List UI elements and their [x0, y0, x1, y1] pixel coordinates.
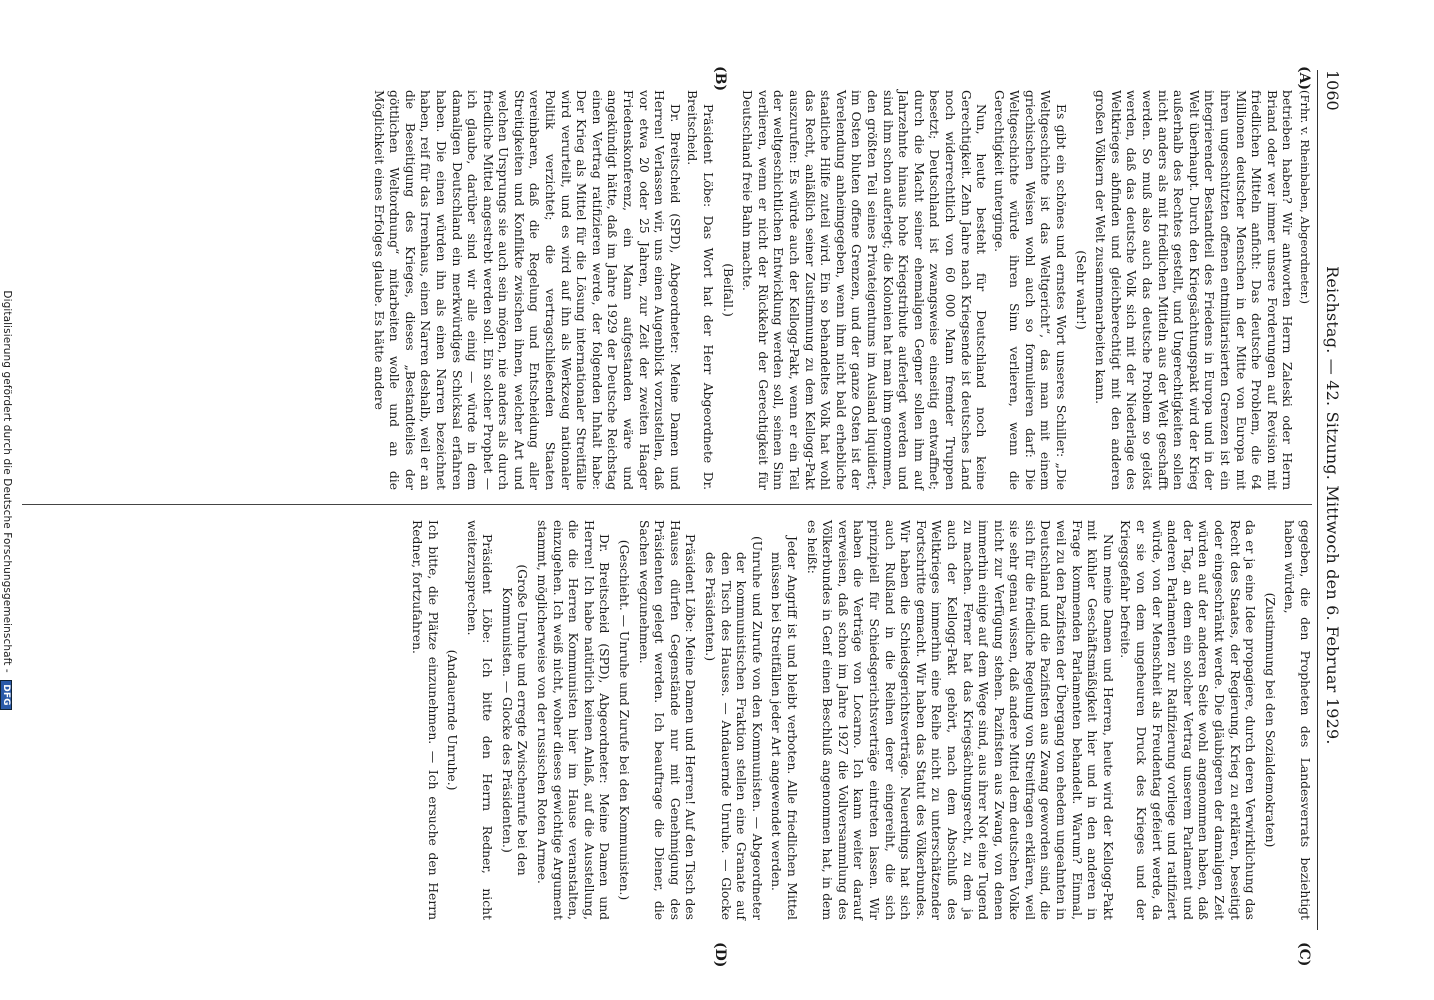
interjection: (Andauernde Unruhe.)	[445, 649, 460, 791]
interjection: (Zustimmung bei den Sozialdemokraten)	[1262, 592, 1277, 848]
interjection: (Große Unruhe und erregte Zwischenrufe bei den Kommunisten. — Glocke des Präsidenten.)	[499, 564, 530, 876]
paragraph: Dr. Breitscheid (SPD), Abgeordneter: Meine Damen und Herren! Ich habe natürlich keinen Anlaß, auf die Ausstellung, die die Herren Kommunisten hier im Hause veranstalten, einzugehen. Ich weiß nicht, woher dieses gewichtige Argument stammt, möglicherweise von der russischen Roten Armee.	[535, 520, 612, 920]
interjection: (Beifall.)	[720, 263, 735, 317]
paragraph: Ich bitte, die Plätze einzunehmen. — Ich ersuche den Herrn Redner, fortzufahren.	[409, 520, 440, 920]
right-column	[406, 520, 1312, 920]
president-remark: Präsident Löbe: Meine Damen und Herren! Auf den Tisch des Hauses dürfen Gegenstände nur mit Genehmigung des Präsidenten gelegt werden. Ich beauftrage die Diener, die Sachen wegzunehmen.	[636, 520, 698, 920]
speaker-continuation: (Frhr. v. Rheinbaben, Abgeordneter.)	[1298, 90, 1312, 305]
credit-text: Digitalisierung gefördert durch die Deutsche Forschungsgemeinschaft -	[1, 290, 13, 673]
page-title: Reichstag. — 42. Sitzung. Mittwoch den 6. Februar 1929.	[1323, 266, 1342, 745]
margin-marker-d: (D)	[712, 942, 728, 968]
margin-marker-a: (A)	[1296, 66, 1312, 91]
running-head	[1323, 70, 1342, 930]
column-divider	[22, 504, 1312, 505]
paragraph: da er ja eine Idee propagiere, durch deren Verwirklichung das Recht des Staates, der Regierung, Krieg zu erklären, beseitigt oder eingeschränkt werde. Die gläubigeren der damaligen Zeit würden auf der anderen Seite wohl angenommen haben, daß der Tag, an dem ein solcher Vertrag unserem Parlament und anderen Parlamenten zur Ratifizierung vorliege und ratifiziert würde, von der Menschheit als Freudentag gefeiert werde, da er sie von dem ungeheuren Druck des Krieges und der Kriegsgefahr befreite.	[1118, 520, 1258, 920]
digitization-credit	[0, 0, 13, 1000]
president-remark: Präsident Löbe: Das Wort hat der Herr Abgeordnete Dr. Breitscheid.	[685, 90, 716, 490]
page-number: 1060	[1323, 70, 1342, 111]
dfg-logo: DFG	[0, 680, 12, 709]
margin-marker-c: (C)	[1296, 942, 1312, 967]
paragraph: Dr. Breitscheid (SPD), Abgeordneter: Meine Damen und Herren! Verlassen wir, uns einen Augenblick vorzustellen, daß vor etwa 20 oder 25 Jahren, zur Zeit der zweiten Haager Friedenskonferenz, ein Mann aufgestanden wäre und angekündigt hätte, daß im Jahre 1929 der Deutsche Reichstag einen Vertrag ratifizieren werde, der folgenden Inhalt habe: Der Krieg als Mittel für die Lösung internationaler Streitfälle wird verurteilt, und es wird auf ihn als Werkzeug nationaler Politik verzichtet; die vertragschließenden Staaten vereinbaren, daß die Regelung und Entscheidung aller Streitigkeiten und Konflikte zwischen ihnen, welcher Art und welchen Ursprungs sie auch sein mögen, nie anders als durch friedliche Mittel angestrebt werden soll. Ein solcher Prophet — ich glaube, darüber sind wir alle einig — würde in dem damaligen Deutschland ein merkwürdiges Schicksal erfahren haben. Die einen würden ihn als einen Narren bezeichnet haben, reif für das Irrenhaus, einen Narren deshalb, weil er an die Beseitigung des Krieges, dieses „Bestandteiles der göttlichen Weltordnung“ mitarbeiten wolle und an die Möglichkeit eines Erfolges glaube. Es hätte andere	[371, 90, 682, 490]
paragraph: Es gibt ein schönes und ernstes Wort unseres Schiller: „Die Weltgeschichte ist das Weltgericht“, das man mit einem griechischen Weisen wohl auch so formulieren darf: Die Weltgeschichte würde ihren Sinn verlieren, wenn die Gerechtigkeit unterginge.	[991, 90, 1069, 490]
paragraph: gegeben, die den Propheten des Landesverrats beziehtigt haben würden,	[1282, 520, 1312, 920]
header-rule	[1317, 70, 1318, 930]
president-remark: Präsident Löbe: Ich bitte den Herrn Redner, nicht weiterzusprechen.	[464, 520, 495, 920]
paragraph: Nun, heute besteht für Deutschland noch keine Gerechtigkeit. Zehn Jahre nach Kriegsende ist deutsches Land noch widerrechtlich von 60 000 Mann fremder Truppen besetzt; Deutschland ist zwangsweise einseitig entwaffnet; durch die Macht seiner ehemaligen Gegner sollen ihm auf Jahrzehnte hinaus hohe Kriegstribute auferlegt werden und sind ihm schon auferlegt; die Kolonien hat man ihm genommen, den größten Teil seines Privateigentums im Ausland liquidiert; im Osten bluten offene Grenzen, und der ganze Osten ist der Verelendung anheimgegeben, wenn ihm nicht bald erhebliche staatliche Hilfe zuteil wird. Ein so behandeltes Volk hat wohl das Recht, anläßlich seiner Zustimmung zu dem Kellogg-Pakt auszurufen: Es würde auch der Kellogg-Pakt, wenn er ein Teil der weltgeschichtlichen Entwicklung werden soll, seinen Sinn verlieren, wenn er nicht der Rückkehr der Gerechtigkeit für Deutschland freie Bahn machte.	[740, 90, 989, 490]
interjection: (Sehr wahr!)	[1073, 250, 1088, 330]
left-column	[368, 90, 1312, 490]
paragraph: betrieben haben? Wir antworten Herrn Zaleski oder Herrn Briand oder wer immer unsere Forderungen auf Revision mit friedlichen Mitteln anficht: Das deutsche Problem, die 64 Millionen deutscher Menschen in der Mitte von Europa mit ihren ungeschützten offenen entmilitarisierten Grenzen ist ein integrierender Bestandteil des Friedens in Europa und in der Welt überhaupt. Durch den Kriegsächtungspakt wird der Krieg außerhalb des Rechtes gestellt, und Ungerechtigkeiten sollen nicht anders als mit friedlichen Mitteln aus der Welt geschafft werden. So muß also auch das deutsche Problem so gelöst werden, daß das deutsche Volk sich mit der Niederlage des Weltkrieges abfinden und gleichberechtigt mit den anderen großen Völkern der Welt zusammenarbeiten kann.	[1093, 90, 1295, 490]
quotation: Jeder Angriff ist und bleibt verboten. Alle friedlichen Mittel müssen bei Streitfällen jeder Art angewendet werden.	[769, 536, 799, 920]
margin-marker-b: (B)	[712, 66, 728, 92]
interjection: (Geschieht. — Unruhe und Zurufe bei den Kommunisten.)	[617, 539, 632, 901]
paragraph: Nun meine Damen und Herren, heute wird der Kellogg-Pakt mit kühler Geschäftsmäßigkeit hier und in den anderen in Frage kommenden Parlamenten behandelt. Warum? Einmal, weil zu den Pazifisten der Übergang von ehedem ungeahnten in Deutschland und die Pazifisten aus Zwang geworden sind, die sich für die friedliche Regelung von Streitfragen erklären, weil sie sehr genau wissen, daß andere Mittel dem deutschen Volke nicht zur Verfügung stehen. Pazifisten aus Zwang, von denen immerhin einige auf dem Wege sind, aus ihrer Not eine Tugend zu machen. Ferner hat das Kriegsächtungsrecht, zu dem ja auch der Kellogg-Pakt gehört, nach dem Abschluß des Weltkrieges immerhin eine Reihe nicht zu unterschätzender Fortschritte gemacht. Wir haben das Statut des Völkerbundes. Wir haben die Schiedsgerichtsverträge. Neuerdings hat sich auch Rußland in die Reihen derer eingereiht, die sich prinzipiell für Schiedsgerichtsverträge eintreten lassen. Wir haben die Verträge von Locarno. Ich kann weiter darauf verweisen, daß schon im Jahre 1927 die Vollversammlung des Völkerbundes in Genf einen Beschluß angenommen hat, in dem es heißt:	[804, 520, 1115, 920]
interjection: (Unruhe und Zurufe von den Kommunisten. — Abgeordneter der kommunistischen Fraktion stellen eine Granate auf den Tisch des Hauses. — Andauernde Unruhe. — Glocke des Präsidenten.)	[703, 536, 764, 920]
